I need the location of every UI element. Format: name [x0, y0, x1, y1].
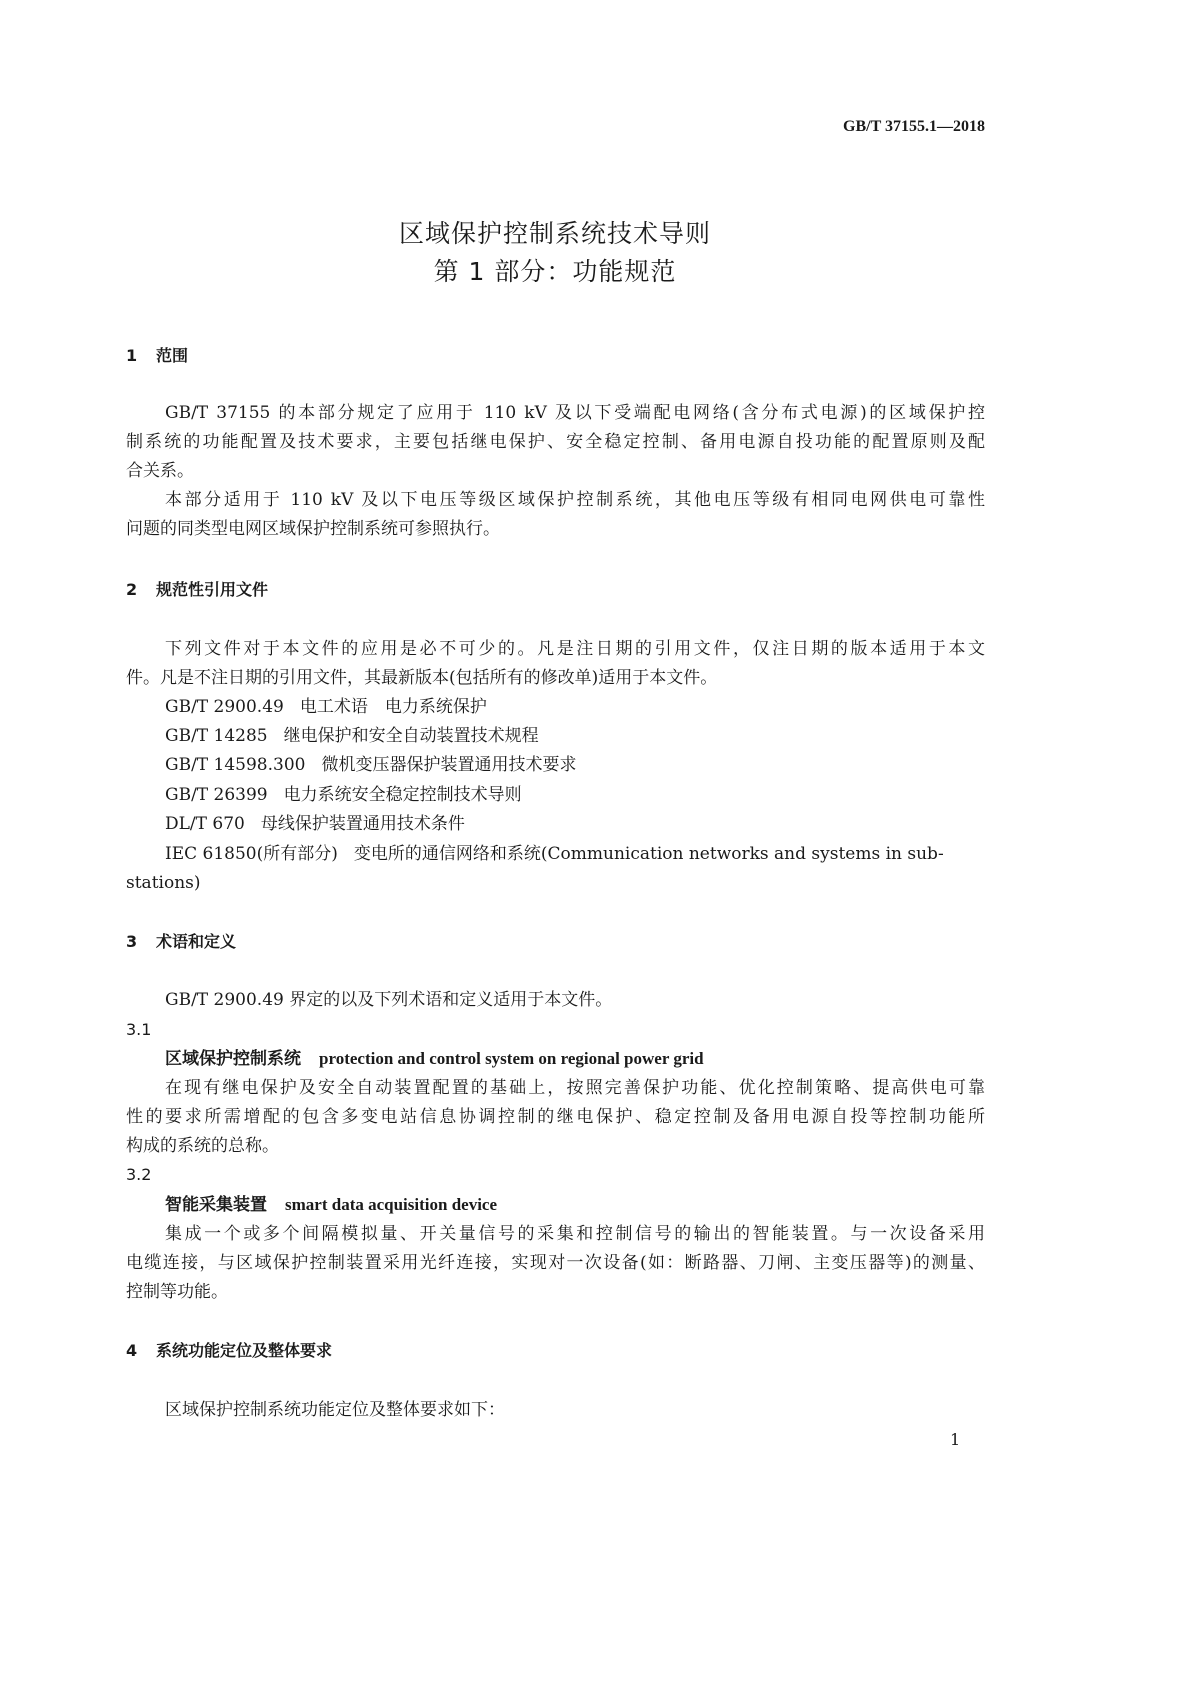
reference-title: 电力系统安全稳定控制技术导则 [283, 785, 522, 805]
paragraph-line: 区域保护控制系统功能定位及整体要求如下： [165, 1400, 505, 1420]
definition-line: 构成的系统的总称。 [126, 1136, 279, 1156]
document-title: 区域保护控制系统技术导则 [398, 219, 711, 248]
reference-item [165, 695, 985, 719]
section-2-heading [126, 578, 985, 602]
reference-code: GB/T 26399 [165, 785, 268, 805]
paragraph-line: 下列文件对于本文件的应用是必不可少的。凡是注日期的引用文件，仅注日期的版本适用于本文 [165, 639, 985, 659]
term-en: protection and control system on regional power grid [319, 1049, 704, 1068]
standard-number: GB/T 37155.1—2018 [843, 118, 985, 135]
section-number: 2 [126, 580, 138, 599]
definition-line: 电缆连接，与区域保护控制装置采用光纤连接，实现对一次设备(如：断路器、刀闸、主变压器等)的测量、 [126, 1253, 985, 1273]
reference-title: 继电保护和安全自动装置技术规程 [283, 726, 539, 746]
reference-code: DL/T 670 [165, 814, 245, 834]
term-zh: 区域保护控制系统 [165, 1049, 301, 1069]
section-1-heading [126, 344, 985, 368]
reference-title: 变电所的通信网络和系统(Communication networks and systems in sub- [353, 844, 944, 864]
reference-code: IEC 61850(所有部分) [165, 844, 338, 864]
reference-title: 母线保护装置通用技术条件 [260, 814, 465, 834]
term-number: 3.1 [126, 1020, 152, 1039]
reference-code: GB/T 14598.300 [165, 755, 306, 775]
reference-title: 电工术语 电力系统保护 [299, 697, 487, 717]
section-4-heading [126, 1339, 985, 1363]
definition-line: 控制等功能。 [126, 1282, 228, 1302]
reference-item [165, 783, 985, 807]
definition-line: 集成一个或多个间隔模拟量、开关量信号的采集和控制信号的输出的智能装置。与一次设备采用 [165, 1224, 985, 1244]
page-number: 1 [950, 1430, 961, 1449]
paragraph-line: 本部分适用于 110 kV 及以下电压等级区域保护控制系统，其他电压等级有相同电网供电可靠性 [165, 490, 985, 510]
paragraph-line: 合关系。 [126, 461, 194, 481]
term-number: 3.2 [126, 1165, 152, 1184]
term-heading [165, 1193, 985, 1217]
document-subtitle: 第 1 部分：功能规范 [433, 257, 677, 286]
paragraph-line: 问题的同类型电网区域保护控制系统可参照执行。 [126, 519, 500, 539]
reference-item [165, 724, 985, 748]
paragraph-line: 制系统的功能配置及技术要求，主要包括继电保护、安全稳定控制、备用电源自投功能的配置原则及配 [126, 432, 985, 452]
section-title: 规范性引用文件 [156, 580, 269, 599]
definition-line: 在现有继电保护及安全自动装置配置的基础上，按照完善保护功能、优化控制策略、提高供电可靠 [165, 1078, 985, 1098]
reference-code: GB/T 14285 [165, 726, 268, 746]
paragraph-line: GB/T 37155 的本部分规定了应用于 110 kV 及以下受端配电网络(含分布式电源)的区域保护控 [165, 403, 985, 423]
reference-title: 微机变压器保护装置通用技术要求 [321, 755, 577, 775]
reference-item [165, 812, 985, 836]
section-title: 系统功能定位及整体要求 [156, 1341, 333, 1360]
section-3-heading [126, 930, 985, 954]
section-number: 3 [126, 932, 138, 951]
paragraph-line: GB/T 2900.49 界定的以及下列术语和定义适用于本文件。 [165, 990, 613, 1010]
section-number: 1 [126, 346, 138, 365]
term-heading [165, 1047, 985, 1071]
reference-code: GB/T 2900.49 [165, 697, 284, 717]
term-zh: 智能采集装置 [165, 1195, 267, 1215]
reference-item [165, 753, 985, 777]
section-title: 术语和定义 [156, 932, 237, 951]
paragraph-line: 件。凡是不注日期的引用文件，其最新版本(包括所有的修改单)适用于本文件。 [126, 668, 718, 688]
reference-item [165, 842, 985, 866]
section-title: 范围 [156, 346, 189, 365]
reference-continuation: stations) [126, 873, 201, 893]
section-number: 4 [126, 1341, 138, 1360]
term-en: smart data acquisition device [285, 1195, 498, 1214]
definition-line: 性的要求所需增配的包含多变电站信息协调控制的继电保护、稳定控制及备用电源自投等控制功能所 [126, 1107, 985, 1127]
